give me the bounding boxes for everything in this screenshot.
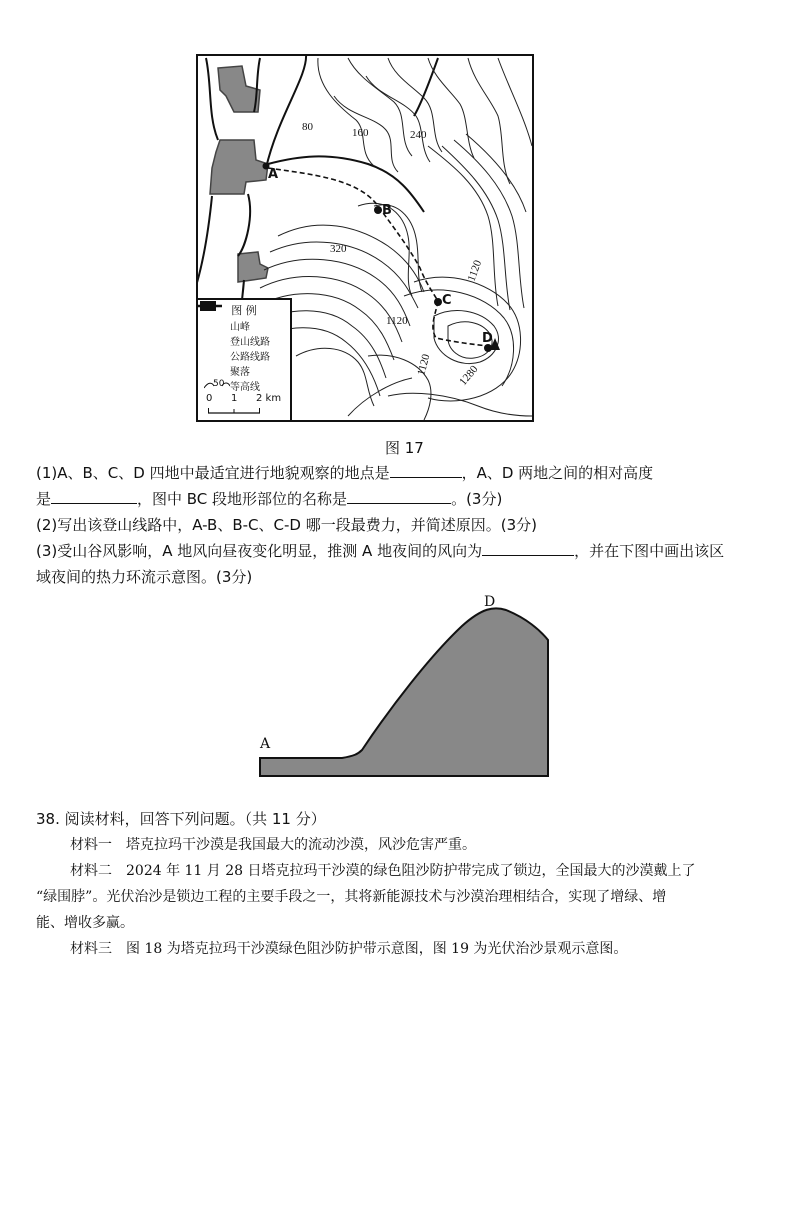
contour-label-1120a: 1120 bbox=[386, 315, 408, 327]
legend-peak-label: 山峰 bbox=[230, 322, 250, 333]
answer-blank-night-wind[interactable] bbox=[482, 539, 574, 556]
q1-text-e: 。(3分) bbox=[451, 490, 503, 508]
profile-label-a: A bbox=[260, 736, 271, 752]
legend-settlement-label: 聚落 bbox=[230, 367, 250, 378]
map-legend bbox=[196, 298, 292, 422]
q3-text-a: (3)受山谷风影响，A 地风向昼夜变化明显，推测 A 地夜间的风向为 bbox=[36, 542, 483, 560]
question-2: (2)写出该登山线路中，A-B、B-C、C-D 哪一段最费力，并简述原因。(3分) bbox=[36, 516, 537, 534]
point-c-marker bbox=[434, 298, 442, 306]
point-b-marker bbox=[374, 206, 382, 214]
topographic-map bbox=[196, 54, 534, 422]
contour-label-1120c: 1120 bbox=[415, 352, 433, 377]
legend-row-trail bbox=[198, 333, 290, 348]
answer-blank-best-site[interactable] bbox=[390, 461, 462, 478]
q1-text-b: ，A、D 两地之间的相对高度 bbox=[461, 464, 654, 482]
legend-contour-label: 等高线 bbox=[230, 382, 260, 393]
settlement-legend-icon bbox=[204, 365, 230, 377]
point-c-label: C bbox=[442, 293, 452, 308]
legend-title: 图 例 bbox=[231, 304, 257, 317]
question-1-line-2 bbox=[36, 486, 502, 512]
answer-blank-relative-height[interactable] bbox=[51, 487, 137, 504]
peak-legend-icon bbox=[204, 320, 230, 332]
q1-text-a: (1)A、B、C、D 四地中最适宜进行地貌观察的地点是 bbox=[36, 464, 390, 482]
settlement-central bbox=[210, 140, 268, 194]
material-3: 材料三 图 18 为塔克拉玛干沙漠绿色阻沙防护带示意图，图 19 为光伏治沙景观示意图。 bbox=[70, 941, 628, 957]
legend-row-peak bbox=[198, 318, 290, 333]
legend-road-label: 公路线路 bbox=[230, 352, 270, 363]
scale-bar bbox=[206, 393, 290, 417]
scale-label-1: 1 bbox=[231, 393, 238, 404]
question-1-line-1 bbox=[36, 460, 653, 486]
contour-label-1280: 1280 bbox=[457, 363, 481, 388]
contour-label-80: 80 bbox=[302, 121, 313, 133]
contour-legend-icon bbox=[204, 380, 230, 392]
question-3-line-1 bbox=[36, 538, 724, 564]
legend-trail-label: 登山线路 bbox=[230, 337, 270, 348]
trail-legend-icon bbox=[204, 335, 230, 347]
settlement-south bbox=[238, 252, 268, 282]
material-2-line-3: 能、增收多赢。 bbox=[36, 915, 134, 931]
material-2-line-2: “绿围脖”。光伏治沙是锁边工程的主要手段之一，其将新能源技术与沙漠治理相结合，实现了增绿、增 bbox=[36, 889, 667, 905]
scale-label-2: 2 km bbox=[256, 393, 282, 404]
point-a-label: A bbox=[268, 167, 279, 182]
contour-lines bbox=[254, 58, 532, 420]
legend-row-contour bbox=[198, 378, 290, 393]
answer-blank-terrain-name[interactable] bbox=[347, 487, 451, 504]
question-3-line-2: 域夜间的热力环流示意图。(3分) bbox=[36, 568, 253, 586]
contour-label-160: 160 bbox=[352, 127, 369, 139]
scale-label-0: 0 bbox=[206, 393, 213, 404]
q1-text-d: ，图中 BC 段地形部位的名称是 bbox=[137, 490, 348, 508]
legend-row-settlement bbox=[198, 363, 290, 378]
point-b-label: B bbox=[382, 203, 392, 218]
terrain-profile-shape bbox=[260, 608, 548, 776]
contour-label-240: 240 bbox=[410, 129, 427, 141]
point-d-label: D bbox=[482, 331, 493, 346]
climbing-trail bbox=[268, 168, 488, 346]
figure-caption: 图 17 bbox=[385, 439, 424, 457]
contour-label-320: 320 bbox=[330, 243, 347, 255]
section-38-heading: 38. 阅读材料，回答下列问题。（共 11 分） bbox=[36, 810, 326, 828]
material-2-line-1: 材料二 2024 年 11 月 28 日塔克拉玛干沙漠的绿色阻沙防护带完成了锁边，全国最大的沙漠戴上了 bbox=[70, 863, 696, 879]
material-1: 材料一 塔克拉玛干沙漠是我国最大的流动沙漠，风沙危害严重。 bbox=[70, 837, 476, 853]
road-legend-icon bbox=[204, 350, 230, 362]
settlement-north bbox=[218, 66, 260, 112]
contour-sample-value: 50 bbox=[213, 378, 225, 389]
q1-text-c: 是 bbox=[36, 490, 52, 508]
q3-text-b: ，并在下图中画出该区 bbox=[574, 542, 725, 560]
profile-label-d: D bbox=[484, 594, 496, 610]
contour-label-1120b: 1120 bbox=[465, 258, 485, 284]
legend-row-road bbox=[198, 348, 290, 363]
terrain-profile-diagram[interactable] bbox=[250, 590, 560, 780]
